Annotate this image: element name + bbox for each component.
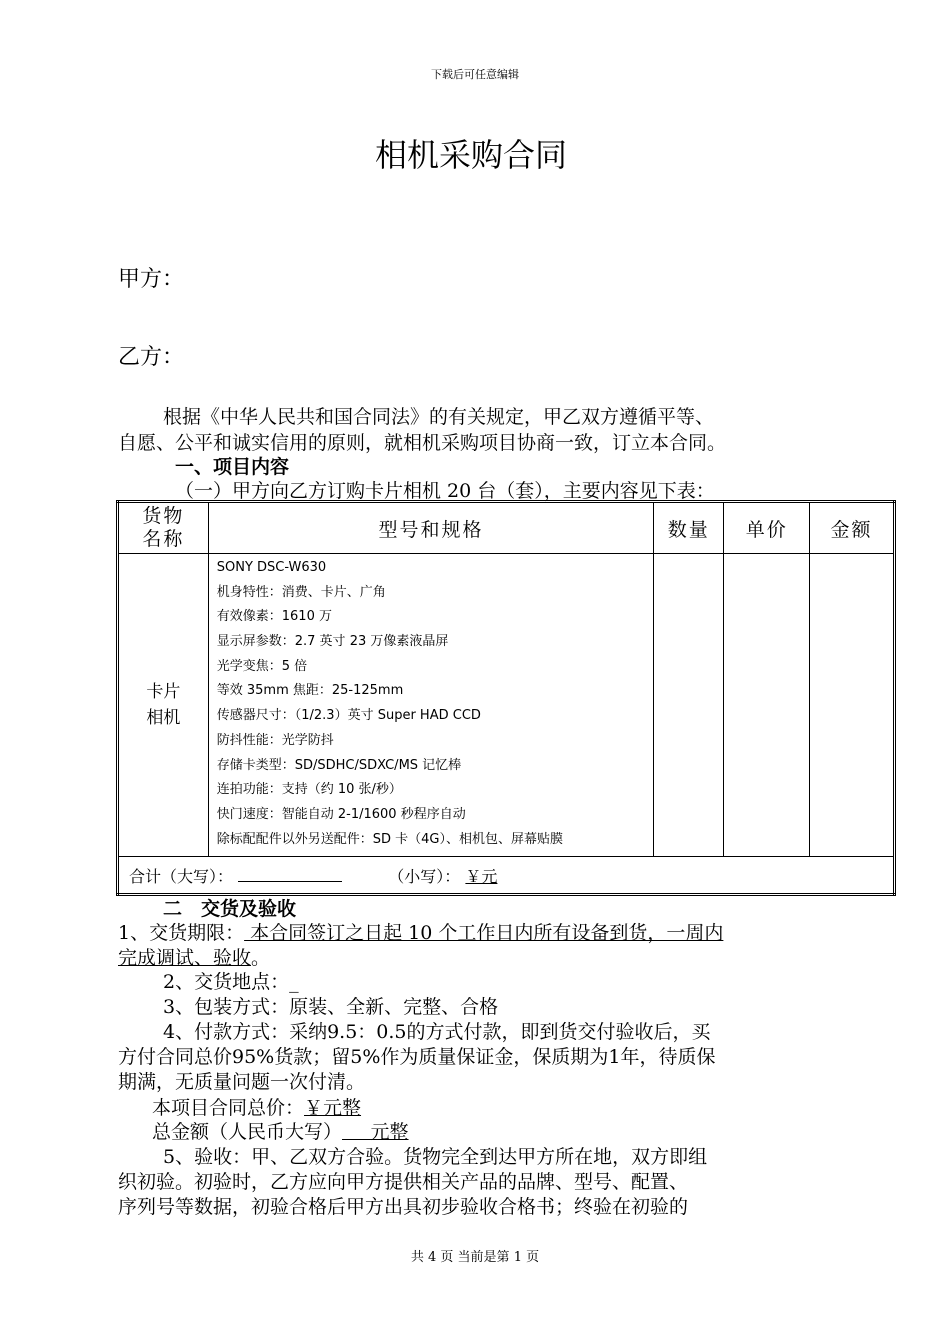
table-header-row xyxy=(118,502,895,554)
quantity-cell xyxy=(654,554,724,857)
section-2-heading: 二 交货及验收 xyxy=(163,898,297,920)
delivery-term-line-2: 完成调试、验收。 xyxy=(118,947,271,969)
spec-item: 连拍功能：支持（约 10 张/秒） xyxy=(216,782,402,798)
packaging: 3、包装方式：原装、全新、完整、合格 xyxy=(163,996,499,1018)
intro-line-2: 自愿、公平和诚实信用的原则，就相机采购项目协商一致，订立本合同。 xyxy=(118,432,727,454)
spec-item: 光学变焦：5 倍 xyxy=(216,658,308,674)
total-row xyxy=(118,857,895,895)
delivery-location: 2、交货地点：_ xyxy=(163,971,299,993)
section-1-heading: 一、项目内容 xyxy=(175,456,290,478)
acceptance-line-3: 序列号等数据，初验合格后甲方出具初步验收合格书；终验在初验的 xyxy=(118,1196,689,1218)
spec-item: 除标配配件以外另送配件：SD 卡（4G）、相机包、屏幕贴膜 xyxy=(216,831,563,847)
header-note: 下载后可任意编辑 xyxy=(431,68,519,81)
contract-total-price: 本项目合同总价：￥元整 xyxy=(152,1097,362,1119)
payment-line-3: 期满，无质量问题一次付清。 xyxy=(118,1071,366,1093)
spec-item: 传感器尺寸：（1/2.3）英寸 Super HAD CCD xyxy=(216,708,481,724)
spec-item: 有效像素：1610 万 xyxy=(216,609,332,625)
item-name-cell: 卡片 相机 xyxy=(118,554,209,857)
header-unit-price: 单价 xyxy=(724,502,810,554)
total-cell xyxy=(118,857,895,895)
spec-list xyxy=(208,554,653,857)
spec-item: 存储卡类型：SD/SDHC/SDXC/MS 记忆棒 xyxy=(216,757,462,773)
spec-item: 显示屏参数：2.7 英寸 23 万像素液晶屏 xyxy=(216,634,449,650)
header-amount: 金额 xyxy=(810,502,895,554)
total-small-value: ￥元 xyxy=(465,866,498,886)
section-1-sub: （一）甲方向乙方订购卡片相机 20 台（套），主要内容见下表： xyxy=(175,480,715,502)
acceptance-line-1: 5、验收：甲、乙双方合验。货物完全到达甲方所在地，双方即组 xyxy=(163,1146,708,1168)
spec-table xyxy=(116,500,896,896)
spec-item: 防抖性能：光学防抖 xyxy=(216,732,334,748)
payment-line-2: 方付合同总价95%货款；留5%作为质量保证金，保质期为1年，待质保 xyxy=(118,1046,716,1068)
spec-item: 机身特性：消费、卡片、广角 xyxy=(216,584,386,600)
spec-item: 等效 35mm 焦距：25-125mm xyxy=(216,683,404,699)
page-footer: 共 4 页 当前是第 1 页 xyxy=(410,1250,540,1265)
header-model-spec: 型号和规格 xyxy=(208,502,653,554)
acceptance-line-2: 织初验。初验时，乙方应向甲方提供相关产品的品牌、型号、配置、 xyxy=(118,1171,689,1193)
document-title: 相机采购合同 xyxy=(374,136,567,174)
unit-price-cell xyxy=(724,554,810,857)
payment-line-1: 4、付款方式：采纳9.5：0.5的方式付款，即到货交付验收后，买 xyxy=(163,1021,711,1043)
header-quantity: 数量 xyxy=(654,502,724,554)
total-label: 合计（大写）： xyxy=(129,866,234,886)
spec-item: SONY DSC-W630 xyxy=(216,560,327,575)
total-amount-rmb: 总金额（人民币大写） 元整 xyxy=(152,1121,409,1143)
total-blank xyxy=(238,867,342,882)
table-row xyxy=(118,554,895,857)
delivery-term-line-1: 1、交货期限： 本合同签订之日起 10 个工作日内所有设备到货，一周内 xyxy=(118,922,724,944)
amount-cell xyxy=(810,554,895,857)
header-goods-name: 货物 名称 xyxy=(118,502,209,554)
party-a-label: 甲方： xyxy=(118,267,185,292)
total-small-label: （小写）： xyxy=(388,866,461,886)
intro-line-1: 根据《中华人民共和国合同法》的有关规定，甲乙双方遵循平等、 xyxy=(163,406,715,428)
spec-item: 快门速度：智能自动 2-1/1600 秒程序自动 xyxy=(216,806,466,822)
party-b-label: 乙方： xyxy=(118,345,185,370)
